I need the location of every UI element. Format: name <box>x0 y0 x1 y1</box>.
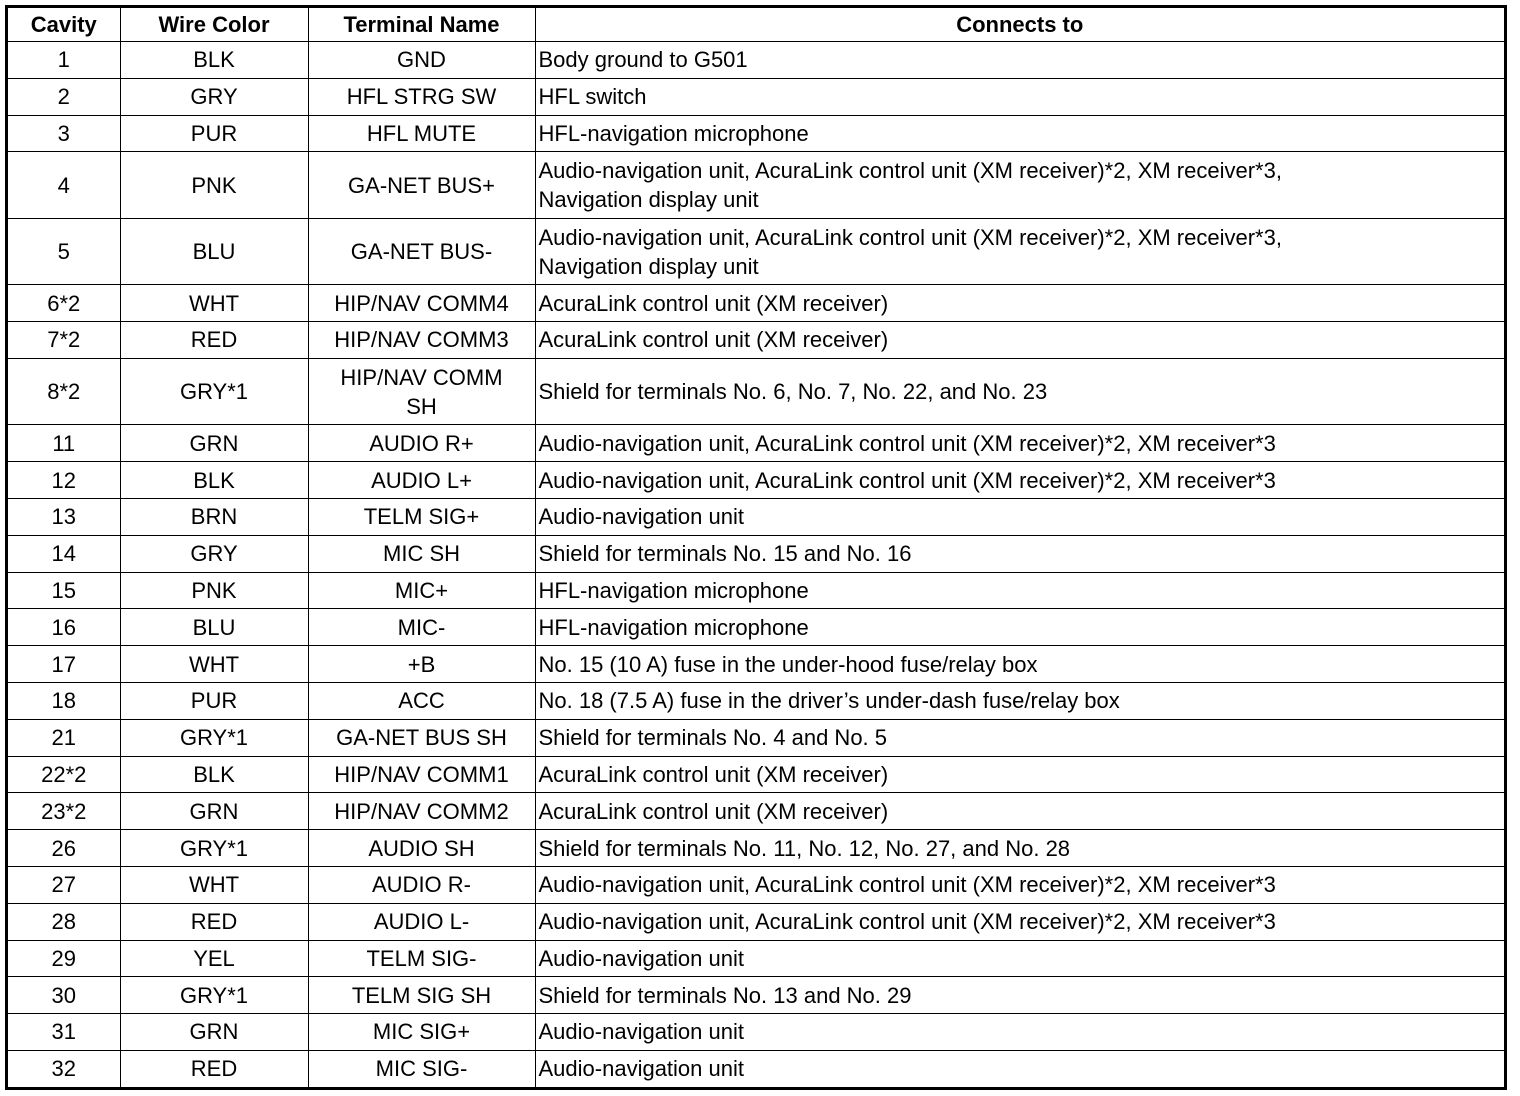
cell-terminal-name: GA-NET BUS- <box>308 218 535 284</box>
cell-wire-color: BLU <box>120 609 308 646</box>
header-cavity: Cavity <box>8 8 120 42</box>
cell-connects-to: HFL switch <box>535 78 1504 115</box>
cell-wire-color: BLU <box>120 218 308 284</box>
table-row <box>8 358 1504 424</box>
cell-wire-color: YEL <box>120 940 308 977</box>
table-row <box>8 609 1504 646</box>
cell-cavity: 18 <box>8 682 120 719</box>
cell-connects-to: Shield for terminals No. 15 and No. 16 <box>535 535 1504 572</box>
cell-terminal-name: MIC+ <box>308 572 535 609</box>
cell-connects-to: Audio-navigation unit, AcuraLink control unit (XM receiver)*2, XM receiver*3 <box>535 462 1504 499</box>
cell-terminal-name: HIP/NAV COMM2 <box>308 793 535 830</box>
cell-terminal-name: AUDIO SH <box>308 830 535 867</box>
header-terminal-name: Terminal Name <box>308 8 535 42</box>
cell-cavity: 21 <box>8 719 120 756</box>
table-row <box>8 793 1504 830</box>
cell-terminal-name: HFL MUTE <box>308 115 535 152</box>
cell-connects-to: AcuraLink control unit (XM receiver) <box>535 322 1504 359</box>
cell-cavity: 1 <box>8 42 120 79</box>
cell-wire-color: GRN <box>120 793 308 830</box>
cell-connects-to: HFL-navigation microphone <box>535 609 1504 646</box>
cell-wire-color: GRY*1 <box>120 358 308 424</box>
cell-wire-color: RED <box>120 322 308 359</box>
cell-wire-color: PUR <box>120 682 308 719</box>
table-row <box>8 903 1504 940</box>
table-row <box>8 1014 1504 1051</box>
table-row <box>8 498 1504 535</box>
cell-wire-color: GRY <box>120 535 308 572</box>
cell-wire-color: GRY*1 <box>120 977 308 1014</box>
cell-connects-to: AcuraLink control unit (XM receiver) <box>535 756 1504 793</box>
cell-terminal-name: AUDIO R+ <box>308 425 535 462</box>
cell-cavity: 26 <box>8 830 120 867</box>
cell-wire-color: PNK <box>120 572 308 609</box>
cell-wire-color: PUR <box>120 115 308 152</box>
cell-terminal-name: TELM SIG- <box>308 940 535 977</box>
table-row <box>8 218 1504 284</box>
cell-cavity: 3 <box>8 115 120 152</box>
cell-wire-color: PNK <box>120 152 308 218</box>
table-row <box>8 42 1504 79</box>
cell-terminal-name: TELM SIG+ <box>308 498 535 535</box>
cell-connects-to: Audio-navigation unit <box>535 940 1504 977</box>
table-row <box>8 866 1504 903</box>
cell-connects-to: Body ground to G501 <box>535 42 1504 79</box>
table-row <box>8 285 1504 322</box>
cell-wire-color: BLK <box>120 756 308 793</box>
cell-terminal-name: GA-NET BUS+ <box>308 152 535 218</box>
cell-connects-to: Audio-navigation unit <box>535 498 1504 535</box>
cell-connects-to: Audio-navigation unit <box>535 1014 1504 1051</box>
cell-cavity: 17 <box>8 646 120 683</box>
header-connects-to: Connects to <box>535 8 1504 42</box>
cell-cavity: 15 <box>8 572 120 609</box>
connector-pinout-table <box>8 8 1504 1087</box>
cell-terminal-name: HIP/NAV COMM4 <box>308 285 535 322</box>
cell-cavity: 27 <box>8 866 120 903</box>
cell-wire-color: RED <box>120 1050 308 1087</box>
cell-terminal-name: GND <box>308 42 535 79</box>
table-row <box>8 322 1504 359</box>
cell-terminal-name: +B <box>308 646 535 683</box>
cell-connects-to: HFL-navigation microphone <box>535 572 1504 609</box>
cell-connects-to: Shield for terminals No. 6, No. 7, No. 22, and No. 23 <box>535 358 1504 424</box>
connector-table-frame <box>5 5 1507 1090</box>
cell-terminal-name: MIC SH <box>308 535 535 572</box>
cell-wire-color: RED <box>120 903 308 940</box>
cell-terminal-name: HFL STRG SW <box>308 78 535 115</box>
cell-connects-to: Audio-navigation unit <box>535 1050 1504 1087</box>
cell-cavity: 11 <box>8 425 120 462</box>
cell-connects-to: Shield for terminals No. 13 and No. 29 <box>535 977 1504 1014</box>
cell-cavity: 16 <box>8 609 120 646</box>
table-row <box>8 756 1504 793</box>
table-row <box>8 535 1504 572</box>
cell-cavity: 28 <box>8 903 120 940</box>
cell-terminal-name: MIC SIG- <box>308 1050 535 1087</box>
cell-terminal-name: AUDIO L+ <box>308 462 535 499</box>
cell-terminal-name: HIP/NAV COMM1 <box>308 756 535 793</box>
cell-cavity: 5 <box>8 218 120 284</box>
cell-connects-to: No. 18 (7.5 A) fuse in the driver’s under-dash fuse/relay box <box>535 682 1504 719</box>
cell-connects-to: No. 15 (10 A) fuse in the under-hood fuse/relay box <box>535 646 1504 683</box>
table-row <box>8 462 1504 499</box>
cell-cavity: 2 <box>8 78 120 115</box>
cell-cavity: 12 <box>8 462 120 499</box>
cell-connects-to: Audio-navigation unit, AcuraLink control unit (XM receiver)*2, XM receiver*3, Navigation display unit <box>535 152 1504 218</box>
table-row <box>8 646 1504 683</box>
table-row <box>8 152 1504 218</box>
cell-cavity: 29 <box>8 940 120 977</box>
cell-terminal-name: MIC SIG+ <box>308 1014 535 1051</box>
cell-terminal-name: HIP/NAV COMM SH <box>308 358 535 424</box>
cell-wire-color: WHT <box>120 646 308 683</box>
cell-connects-to: Audio-navigation unit, AcuraLink control unit (XM receiver)*2, XM receiver*3 <box>535 866 1504 903</box>
cell-cavity: 4 <box>8 152 120 218</box>
table-row <box>8 425 1504 462</box>
table-row <box>8 115 1504 152</box>
cell-cavity: 23*2 <box>8 793 120 830</box>
cell-terminal-name: GA-NET BUS SH <box>308 719 535 756</box>
cell-cavity: 8*2 <box>8 358 120 424</box>
cell-connects-to: Audio-navigation unit, AcuraLink control unit (XM receiver)*2, XM receiver*3 <box>535 903 1504 940</box>
cell-terminal-name: AUDIO L- <box>308 903 535 940</box>
cell-terminal-name: ACC <box>308 682 535 719</box>
cell-connects-to: AcuraLink control unit (XM receiver) <box>535 285 1504 322</box>
table-row <box>8 719 1504 756</box>
cell-wire-color: GRY <box>120 78 308 115</box>
cell-wire-color: GRY*1 <box>120 830 308 867</box>
cell-cavity: 13 <box>8 498 120 535</box>
cell-connects-to: Shield for terminals No. 11, No. 12, No. 27, and No. 28 <box>535 830 1504 867</box>
table-row <box>8 830 1504 867</box>
cell-cavity: 14 <box>8 535 120 572</box>
cell-connects-to: AcuraLink control unit (XM receiver) <box>535 793 1504 830</box>
cell-cavity: 31 <box>8 1014 120 1051</box>
cell-wire-color: BRN <box>120 498 308 535</box>
cell-wire-color: GRN <box>120 425 308 462</box>
cell-connects-to: Shield for terminals No. 4 and No. 5 <box>535 719 1504 756</box>
table-row <box>8 78 1504 115</box>
cell-terminal-name: HIP/NAV COMM3 <box>308 322 535 359</box>
table-row <box>8 940 1504 977</box>
cell-wire-color: BLK <box>120 462 308 499</box>
table-row <box>8 977 1504 1014</box>
cell-cavity: 6*2 <box>8 285 120 322</box>
header-wire-color: Wire Color <box>120 8 308 42</box>
table-row <box>8 682 1504 719</box>
cell-terminal-name: TELM SIG SH <box>308 977 535 1014</box>
cell-terminal-name: MIC- <box>308 609 535 646</box>
cell-cavity: 22*2 <box>8 756 120 793</box>
cell-wire-color: WHT <box>120 285 308 322</box>
cell-terminal-name: AUDIO R- <box>308 866 535 903</box>
cell-cavity: 7*2 <box>8 322 120 359</box>
cell-cavity: 32 <box>8 1050 120 1087</box>
table-row <box>8 1050 1504 1087</box>
cell-cavity: 30 <box>8 977 120 1014</box>
cell-wire-color: BLK <box>120 42 308 79</box>
cell-wire-color: GRY*1 <box>120 719 308 756</box>
cell-connects-to: HFL-navigation microphone <box>535 115 1504 152</box>
table-row <box>8 572 1504 609</box>
cell-connects-to: Audio-navigation unit, AcuraLink control unit (XM receiver)*2, XM receiver*3, Navigation display unit <box>535 218 1504 284</box>
cell-connects-to: Audio-navigation unit, AcuraLink control unit (XM receiver)*2, XM receiver*3 <box>535 425 1504 462</box>
table-header-row <box>8 8 1504 42</box>
cell-wire-color: GRN <box>120 1014 308 1051</box>
cell-wire-color: WHT <box>120 866 308 903</box>
